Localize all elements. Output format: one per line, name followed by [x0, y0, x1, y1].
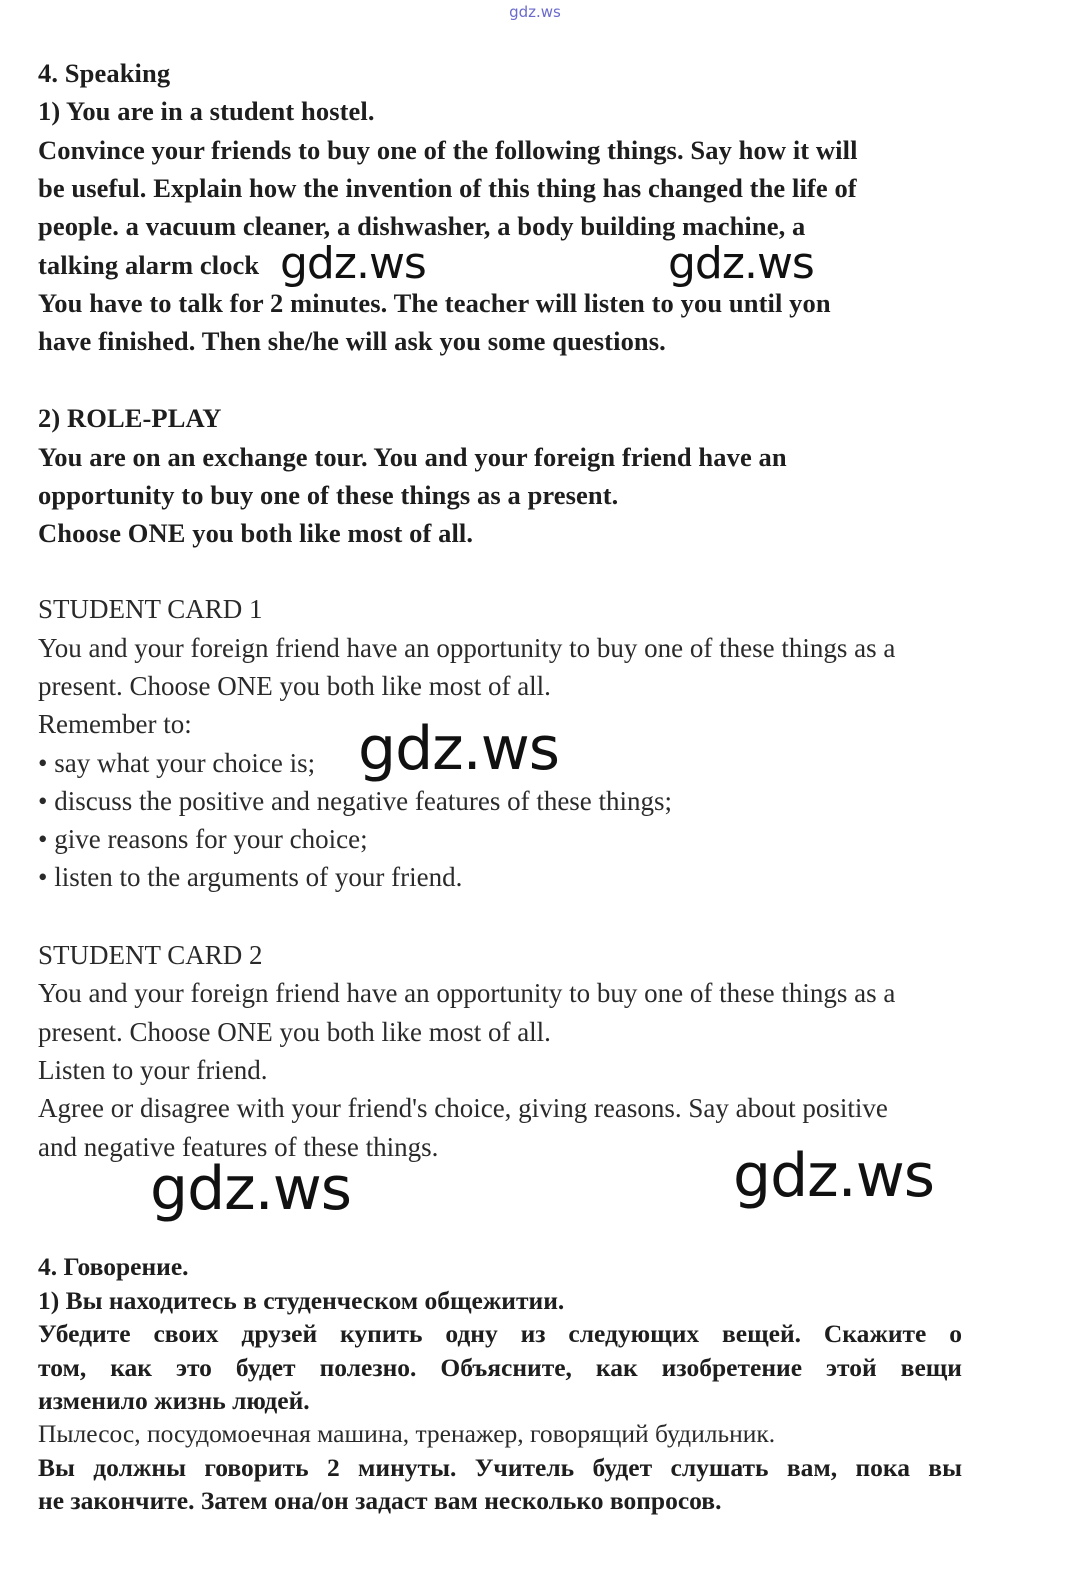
task1-line: You have to talk for 2 minutes. The teacher will listen to you until yon — [38, 288, 831, 318]
card1-line: You and your foreign friend have an opportunity to buy one of these things as a — [38, 633, 896, 663]
task1-title: 1) You are in a student hostel. — [38, 96, 375, 126]
task1-line: have finished. Then she/he will ask you some questions. — [38, 326, 666, 356]
russian-task1-title: 1) Вы находитесь в студенческом общежитии. — [38, 1286, 565, 1315]
card2-line: present. Choose ONE you both like most of all. — [38, 1017, 551, 1047]
card1-bullet: • give reasons for your choice; — [38, 824, 368, 854]
russian-line: Вы должны говорить 2 минуты. Учитель будет слушать вам, пока вы — [38, 1453, 962, 1482]
card2-line: Listen to your friend. — [38, 1055, 268, 1085]
russian-line: Убедите своих друзей купить одну из следующих вещей. Скажите о — [38, 1319, 962, 1348]
speaking-heading: 4. Speaking — [38, 58, 171, 88]
task1-line: Convince your friends to buy one of the following things. Say how it will — [38, 135, 858, 165]
site-link[interactable]: gdz.ws — [509, 3, 561, 21]
watermark: gdz.ws — [280, 238, 426, 289]
task2-line: Choose ONE you both like most of all. — [38, 518, 474, 548]
watermark: gdz.ws — [668, 238, 814, 289]
card1-bullet: • discuss the positive and negative features of these things; — [38, 786, 673, 816]
card1-bullet: • listen to the arguments of your friend. — [38, 862, 463, 892]
russian-heading: 4. Говорение. — [38, 1252, 189, 1281]
task1-line: talking alarm clock — [38, 250, 260, 280]
task1-line: be useful. Explain how the invention of this thing has changed the life of — [38, 173, 857, 203]
task2-title: 2) ROLE-PLAY — [38, 403, 222, 433]
russian-line: изменило жизнь людей. — [38, 1386, 310, 1415]
card1-line: Remember to: — [38, 709, 192, 739]
card1-line: present. Choose ONE you both like most of all. — [38, 671, 551, 701]
card2-line: You and your foreign friend have an opportunity to buy one of these things as a — [38, 978, 896, 1008]
card1-title: STUDENT CARD 1 — [38, 594, 263, 624]
task1-line: people. a vacuum cleaner, a dishwasher, a body building machine, a — [38, 211, 806, 241]
watermark: gdz.ws — [733, 1141, 935, 1211]
watermark: gdz.ws — [150, 1154, 352, 1224]
card1-bullet: • say what your choice is; — [38, 748, 316, 778]
card2-line: and negative features of these things. — [38, 1132, 439, 1162]
russian-items-line: Пылесос, посудомоечная машина, тренажер, говорящий будильник. — [38, 1419, 776, 1448]
russian-line: том, как это будет полезно. Объясните, как изобретение этой вещи — [38, 1353, 962, 1382]
watermark: gdz.ws — [358, 714, 560, 784]
russian-line: не закончите. Затем она/он задаст вам несколько вопросов. — [38, 1486, 722, 1515]
card2-line: Agree or disagree with your friend's choice, giving reasons. Say about positive — [38, 1093, 888, 1123]
task2-line: You are on an exchange tour. You and your foreign friend have an — [38, 442, 787, 472]
task2-line: opportunity to buy one of these things as a present. — [38, 480, 619, 510]
card2-title: STUDENT CARD 2 — [38, 940, 263, 970]
